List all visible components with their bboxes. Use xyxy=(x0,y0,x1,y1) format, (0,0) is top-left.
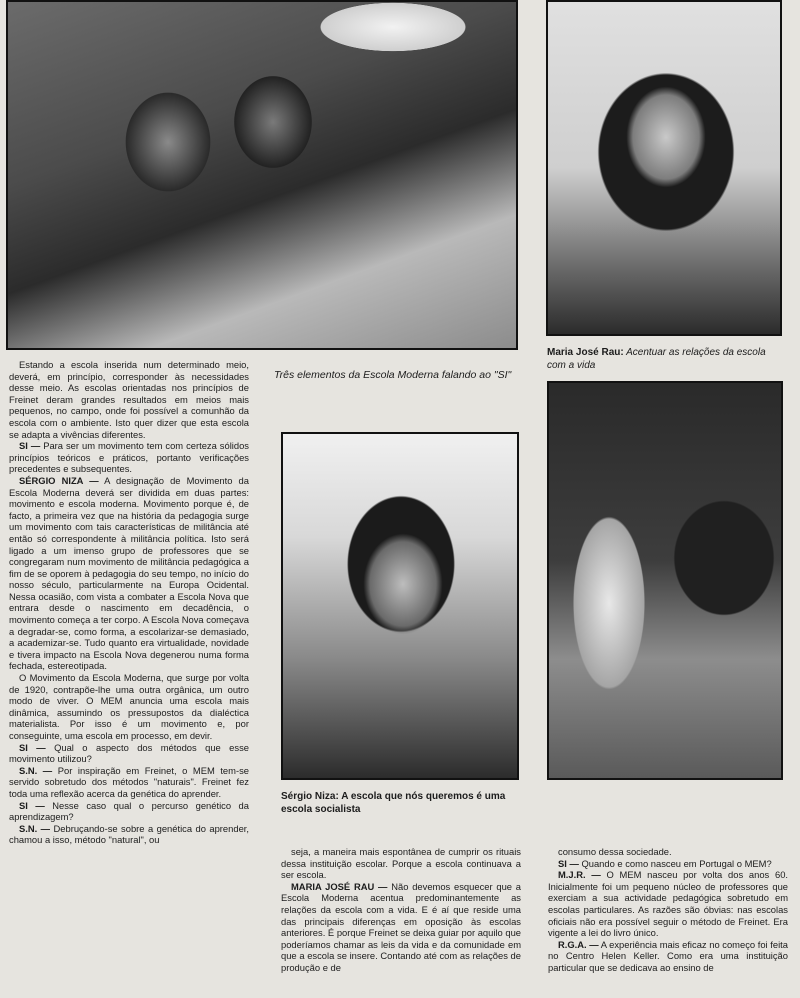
speaker-label: SI — xyxy=(558,857,579,869)
paragraph xyxy=(9,765,249,800)
paragraph-text: Qual o aspecto dos métodos que esse movimento utilizou? xyxy=(9,741,249,765)
photo-sergio-niza xyxy=(281,432,519,780)
paragraph xyxy=(281,846,521,881)
speaker-label: SI — xyxy=(19,440,41,452)
paragraph xyxy=(9,440,249,475)
speaker-label: MARIA JOSÉ RAU — xyxy=(291,880,388,892)
paragraph xyxy=(9,475,249,672)
speaker-label: SI — xyxy=(19,741,46,753)
photo-maria-jose-rau xyxy=(546,0,782,336)
speaker-label: M.J.R. — xyxy=(558,869,601,881)
caption-maria-name: Maria José Rau: xyxy=(547,347,624,358)
text-column-2 xyxy=(281,846,521,974)
paragraph xyxy=(9,742,249,765)
paragraph xyxy=(9,672,249,742)
speaker-label: R.G.A. — xyxy=(558,938,599,950)
paragraph xyxy=(548,939,788,974)
paragraph-text: Não devemos esquecer que a Escola Moderna acentua predominantemente as relações da escola com a vida. E é aí que reside uma das principais diferenças em oposição às escolas anteriores. É porque Freinet se deixa guiar por aquilo que poderíamos chamar as leis da vida e da comunidade em que a escola se insere. Contando até com as relações de produção e de xyxy=(281,880,522,973)
speaker-label: SI — xyxy=(19,799,45,811)
paragraph xyxy=(548,858,788,870)
paragraph-text: Para ser um movimento tem com certeza sólidos princípios teóricos e práticos, portanto verificações precedentes e subsequentes. xyxy=(9,440,249,475)
caption-sergio-niza: Sérgio Niza: A escola que nós queremos é uma escola socialista xyxy=(281,791,506,815)
speaker-label: S.N. — xyxy=(19,764,53,776)
paragraph xyxy=(548,869,788,939)
photo-hands-working xyxy=(547,381,783,780)
paragraph xyxy=(281,881,521,974)
speaker-label: SÉRGIO NIZA — xyxy=(19,474,99,486)
paragraph xyxy=(548,846,788,858)
paragraph-text: O MEM nasceu por volta dos anos 60. Inicialmente foi um pequeno núcleo de professores que exerciam a sua actividade pedagógica sobretudo em escolas particulares. As razões são óbvias: nas escolas oficiais não era possível seguir o método de Freinet. Era vigente a lei do livro único. xyxy=(548,869,789,939)
paragraph-text: Nesse caso qual o percurso genético da aprendizagem? xyxy=(9,799,249,823)
paragraph-text: Quando e como nasceu em Portugal o MEM? xyxy=(578,857,772,869)
paragraph-text: Por inspiração em Freinet, o MEM tem-se servido sobretudo dos métodos "naturais". Freinet fez toda uma reflexão acerca da genética do aprender. xyxy=(9,764,249,799)
paragraph xyxy=(9,359,249,440)
paragraph-text: consumo dessa sociedade. xyxy=(558,846,672,857)
paragraph-text: Estando a escola inserida num determinado meio, deverá, em princípio, corresponder às necessidades desse meio. As escolas orientadas nos princípios de Freinet deram grandes resultados em meios mais pequenos, no campo, onde foi possível a comunhão da escola com o ambiente. Isto quer dizer que esta escola se adapta a vivências diferentes. xyxy=(9,359,249,440)
paragraph xyxy=(9,823,249,846)
text-column-3 xyxy=(548,846,788,974)
paragraph-text: Debruçando-se sobre a genética do aprender, chamou a isso, método "natural", ou xyxy=(9,822,249,846)
caption-meeting: Três elementos da Escola Moderna falando ao "SI" xyxy=(274,369,512,381)
caption-maria-text: Acentuar as relações da escola com a vida xyxy=(547,347,766,371)
speaker-label: S.N. — xyxy=(19,822,51,834)
paragraph-text: seja, a maneira mais espontânea de cumprir os rituais dessa instituição escolar. Porque a escola continuava a ser escola. xyxy=(281,846,521,881)
paragraph-text: O Movimento da Escola Moderna, que surge por volta de 1920, contrapõe-lhe uma outra orgânica, um outro modo de viver. O MEM anuncia uma escola mais dinâmica, assumindo os pressupostos da dialéctica materialista. Por isso é um movimento e, por conseguinte, uma escola em processo, em devir. xyxy=(9,672,249,741)
paragraph xyxy=(9,800,249,823)
paragraph-text: A experiência mais eficaz no começo foi feita no Centro Helen Keller. Como era uma instituição particular que se dedicava ao ensino de xyxy=(548,938,788,973)
paragraph-text: A designação de Movimento da Escola Moderna deverá ser dividida em duas partes: movimento e escola moderna. Movimento porque é, de facto, a primeira vez que na história da pedagogia surge um movimento com tais características de militância até então só correspondente à militância política. Isto será ligado a um imenso grupo de professores que se congregaram num movimento de militância pedagógica a fim de se oporem à pedagogia do seu tempo, no início do nosso século, particularmente na Europa Ocidental. Nessa ocasião, com vista a combater a Escola Nova que entrara desde o nascimento em decadência, o movimento começa a ter corpo. A Escola Nova começava a degradar-se, como forma, a escolarizar-se demasiado, a academizar-se. Tudo quanto era virtualidade, novidade e tivera impacto na Escola Nova degenerou numa forma fechada, estereotipada. xyxy=(9,474,249,672)
photo-meeting xyxy=(6,0,518,350)
text-column-1 xyxy=(9,359,249,846)
caption-maria-jose-rau xyxy=(547,346,787,372)
